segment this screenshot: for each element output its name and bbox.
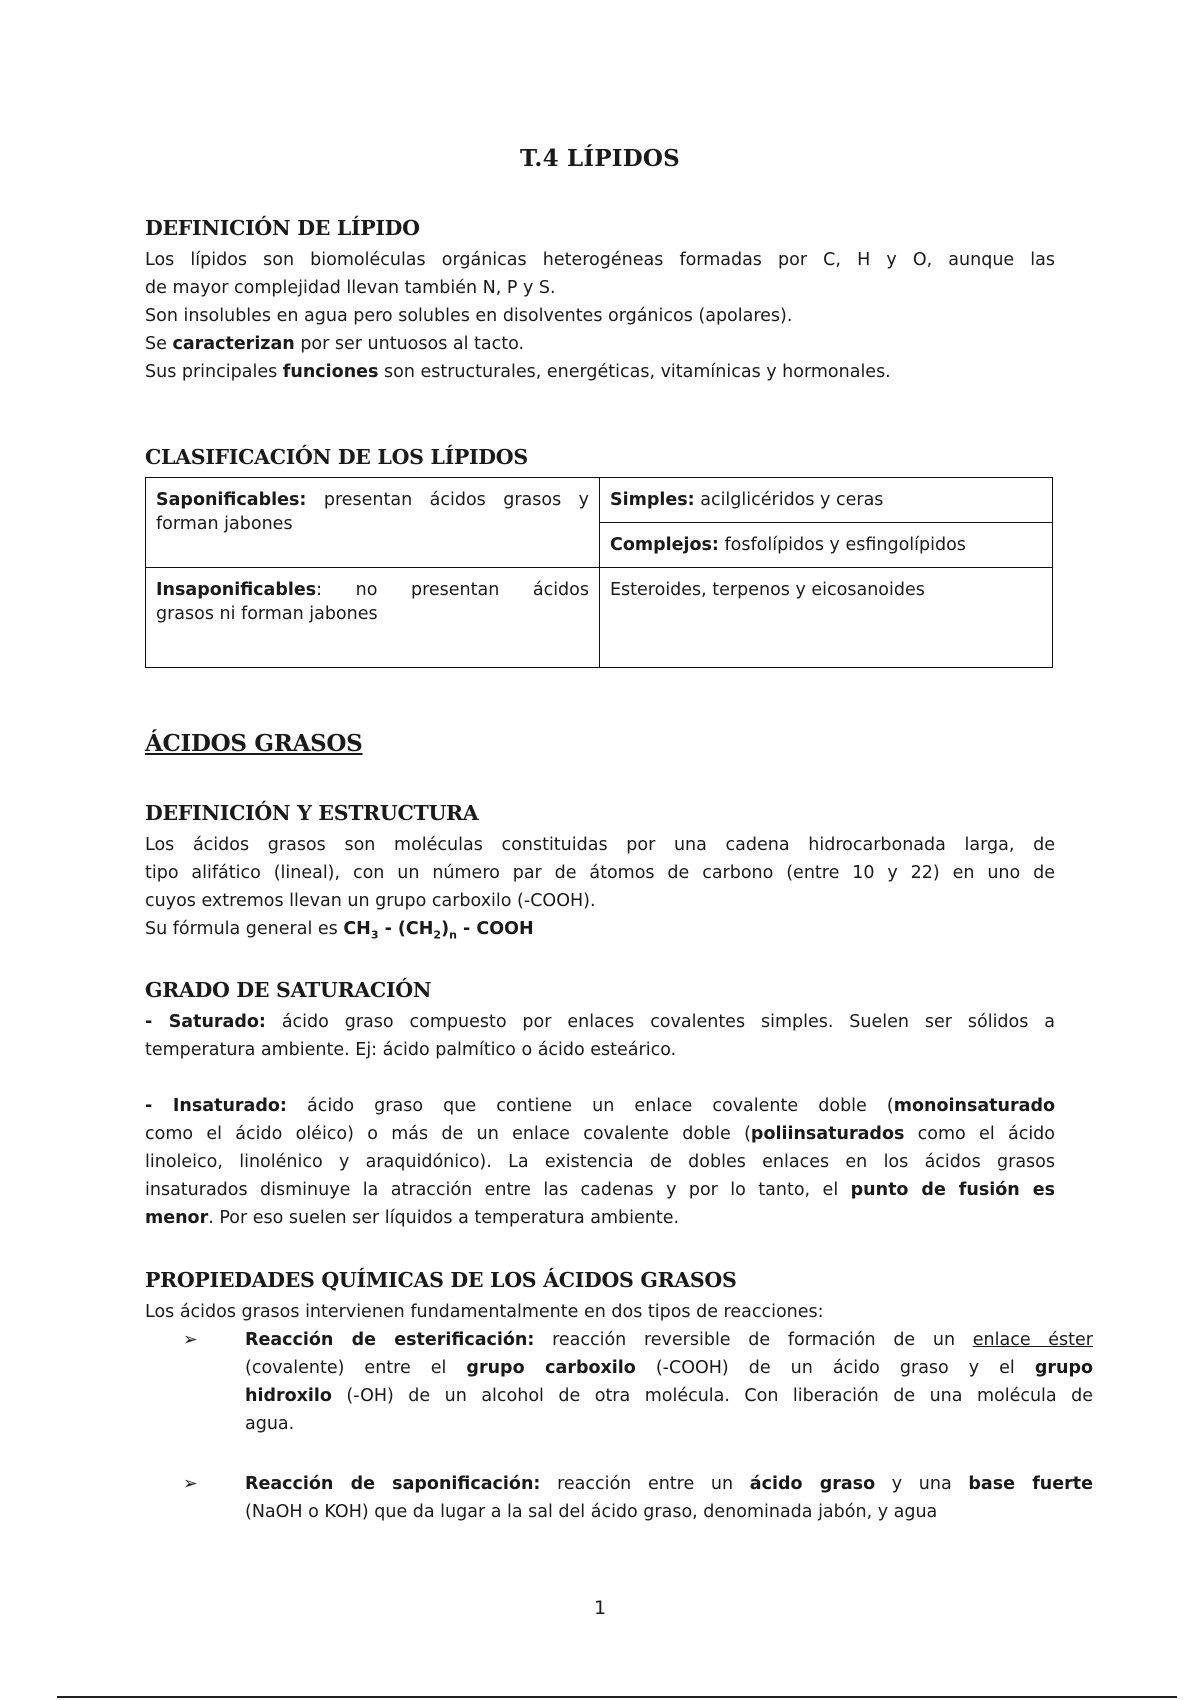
heading-clasificacion: CLASIFICACIÓN DE LOS LÍPIDOS [145, 445, 528, 469]
text-line: linoleico, linolénico y araquidónico). La existencia de dobles enlaces en los ácidos grasos [145, 1152, 1055, 1172]
text-line: Los ácidos grasos son moléculas constituidas por una cadena hidrocarbonada larga, de [145, 835, 1055, 855]
text-line: insaturados disminuye la atracción entre las cadenas y por lo tanto, el punto de fusión es [145, 1180, 1055, 1200]
cell-insaponificables: Insaponificables: no presentan ácidos grasos ni forman jabones [146, 568, 600, 668]
text-line: cuyos extremos llevan un grupo carboxilo (-COOH). [145, 891, 596, 911]
arrow-bullet-icon: ➢ [183, 1474, 198, 1494]
text-line: como el ácido oléico) o más de un enlace covalente doble (poliinsaturados como el ácido [145, 1124, 1055, 1144]
cell-simples: Simples: acilglicéridos y ceras [600, 478, 1053, 523]
cell-esteroides: Esteroides, terpenos y eicosanoides [600, 568, 1053, 668]
text-line: Sus principales funciones son estructurales, energéticas, vitamínicas y hormonales. [145, 362, 891, 382]
heading-definicion-estructura: DEFINICIÓN Y ESTRUCTURA [145, 801, 479, 825]
heading-definicion-lipido: DEFINICIÓN DE LÍPIDO [145, 216, 420, 240]
page-title: T.4 LÍPIDOS [520, 145, 680, 172]
text-line: Los ácidos grasos intervienen fundamentalmente en dos tipos de reacciones: [145, 1302, 824, 1322]
text-line: temperatura ambiente. Ej: ácido palmítico o ácido esteárico. [145, 1040, 677, 1060]
text-line: tipo alifático (lineal), con un número par de átomos de carbono (entre 10 y 22) en uno de [145, 863, 1055, 883]
heading-grado-saturacion: GRADO DE SATURACIÓN [145, 978, 432, 1002]
paragraph-propiedades-intro [145, 1298, 1055, 1326]
text-line: hidroxilo (-OH) de un alcohol de otra molécula. Con liberación de una molécula de [245, 1386, 1093, 1406]
text-line: Reacción de esterificación: reacción reversible de formación de un enlace éster [245, 1330, 1093, 1350]
cell-complejos: Complejos: fosfolípidos y esfingolípidos [600, 523, 1053, 568]
text-line: (NaOH o KOH) que da lugar a la sal del ácido graso, denominada jabón, y agua [245, 1502, 938, 1522]
text-line: Los lípidos son biomoléculas orgánicas heterogéneas formadas por C, H y O, aunque las [145, 250, 1055, 270]
text-line: Se caracterizan por ser untuosos al tacto. [145, 334, 525, 354]
classification-table [145, 477, 1053, 668]
paragraph-definicion-estructura [145, 831, 1055, 950]
formula-line: Su fórmula general es $CH_3 - (CH_2)_n$ - COOH [145, 919, 534, 942]
text-line: Reacción de saponificación: reacción entre un ácido graso y una base fuerte [245, 1474, 1093, 1494]
text-line: Son insolubles en agua pero solubles en disolventes orgánicos (apolares). [145, 306, 793, 326]
footer-divider [57, 1696, 1177, 1698]
paragraph-definicion-lipido [145, 246, 1055, 386]
paragraph-saturado [145, 1008, 1055, 1064]
page-number: 1 [593, 1597, 607, 1619]
text-line: menor. Por eso suelen ser líquidos a temperatura ambiente. [145, 1208, 680, 1228]
text-line: de mayor complejidad llevan también N, P y S. [145, 278, 556, 298]
text-line: - Insaturado: ácido graso que contiene un enlace covalente doble (monoinsaturado [145, 1096, 1055, 1116]
paragraph-insaturado [145, 1092, 1055, 1232]
heading-propiedades-quimicas: PROPIEDADES QUÍMICAS DE LOS ÁCIDOS GRASOS [145, 1268, 737, 1292]
cell-saponificables: Saponificables: presentan ácidos grasos y forman jabones [146, 478, 600, 568]
arrow-bullet-icon: ➢ [183, 1330, 198, 1350]
text-line: - Saturado: ácido graso compuesto por enlaces covalentes simples. Suelen ser sólidos a [145, 1012, 1055, 1032]
heading-acidos-grasos: ÁCIDOS GRASOS [145, 730, 363, 757]
text-line: (covalente) entre el grupo carboxilo (-COOH) de un ácido graso y el grupo [245, 1358, 1093, 1378]
text-line: agua. [245, 1414, 295, 1434]
